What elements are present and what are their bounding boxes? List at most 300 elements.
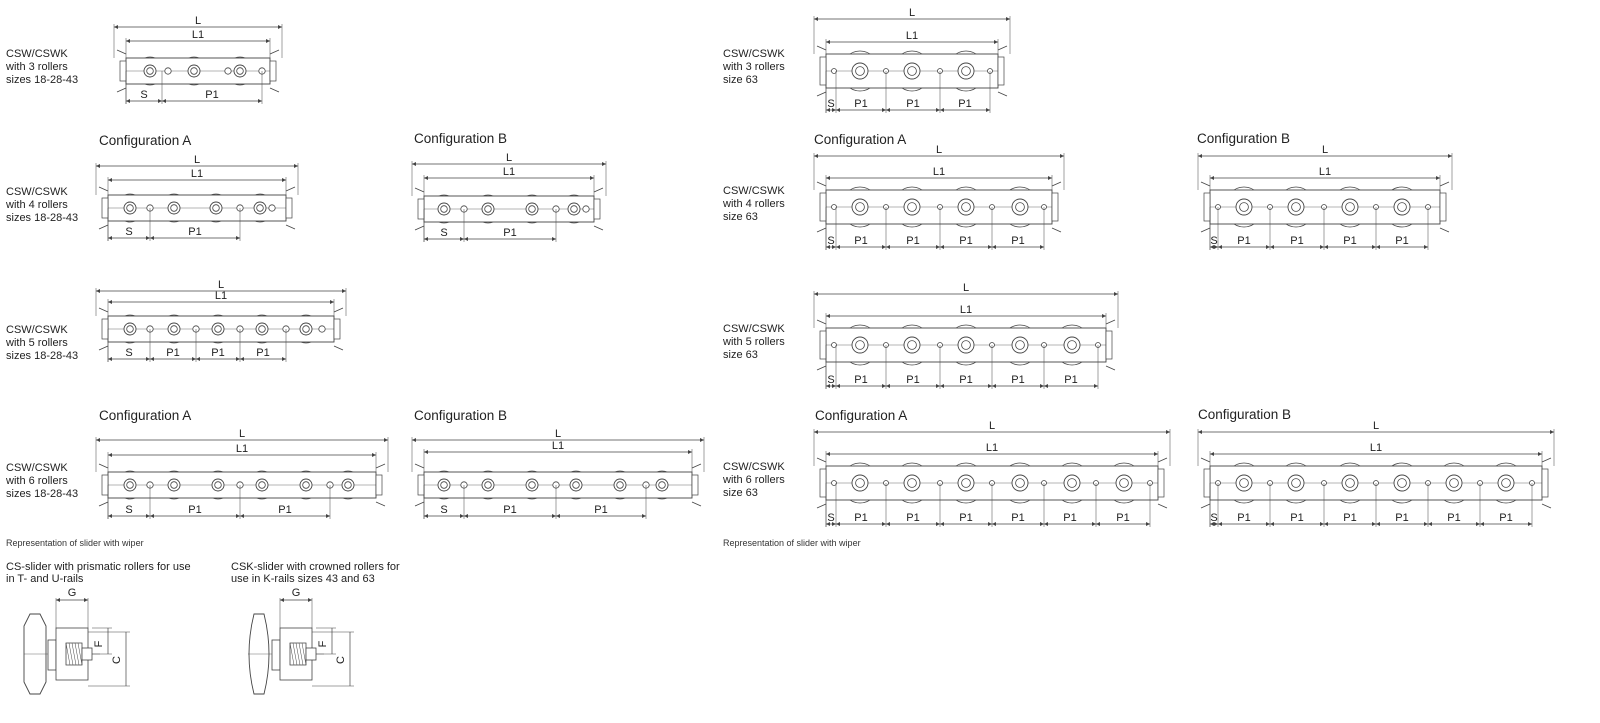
dim-L1-label: L1 <box>932 166 946 178</box>
dim-segment-arrow-l <box>150 236 154 240</box>
roller-hub-inner <box>908 67 917 76</box>
dim-L1-arrow-l <box>826 40 830 44</box>
dim-L1-arrow-l <box>108 300 112 304</box>
dim-segment-arrow-r <box>146 514 150 518</box>
slider-6a-small <box>96 428 388 519</box>
dim-L-arrow-l <box>412 162 416 166</box>
dim-segment-arrow-r <box>258 99 262 103</box>
dim-segment-arrow-r <box>1146 522 1150 526</box>
dim-G-label: G <box>67 587 77 599</box>
wiper-block <box>1440 193 1446 221</box>
dim-segment-arrow-r <box>882 384 886 388</box>
wiper-block <box>418 199 424 219</box>
roller-hub-inner <box>303 326 310 333</box>
pin-hole <box>225 68 231 74</box>
wiper-block <box>820 57 826 85</box>
dim-L1-arrow-r <box>1154 452 1158 456</box>
dim-segment-arrow-l <box>464 237 468 241</box>
roller-hub-inner <box>1346 203 1355 212</box>
dim-segment-arrow-l <box>1270 245 1274 249</box>
wiper-note-right: Representation of slider with wiper <box>723 538 861 548</box>
roller-hub-inner <box>1398 479 1407 488</box>
dim-P1-label: P1 <box>1011 374 1025 386</box>
dim-L1-arrow-r <box>994 40 998 44</box>
dim-L-arrow-r <box>278 25 282 29</box>
dim-P1-label: P1 <box>959 235 973 247</box>
dim-segment-arrow-r <box>1266 245 1270 249</box>
dim-S-label: S <box>440 227 448 239</box>
dim-P1-label: P1 <box>854 235 868 247</box>
dim-P1-label: P1 <box>1116 512 1130 524</box>
dim-segment-arrow-r <box>936 522 940 526</box>
hub <box>48 640 56 670</box>
dim-segment-arrow-l <box>424 514 428 518</box>
dim-segment-arrow-r <box>642 514 646 518</box>
pin-hole <box>269 205 275 211</box>
dim-L1-arrow-r <box>330 300 334 304</box>
label-3-rollers-small: CSW/CSWK with 3 rollers sizes 18-28-43 <box>6 48 79 86</box>
roller-hub-inner <box>856 479 865 488</box>
dim-P1-label: P1 <box>1290 512 1304 524</box>
roller-hub-inner <box>257 205 264 212</box>
dim-segment-arrow-l <box>836 384 840 388</box>
dim-segment-arrow-l <box>1324 522 1328 526</box>
roller-hub-inner <box>215 482 222 489</box>
dim-segment-arrow-l <box>836 522 840 526</box>
roller-hub-inner <box>1120 479 1129 488</box>
dim-P1-label: P1 <box>503 227 517 239</box>
dim-segment-arrow-l <box>886 108 890 112</box>
dim-segment-arrow-r <box>552 237 556 241</box>
dim-G-arrow-l <box>56 598 60 602</box>
roller-hub-inner <box>908 479 917 488</box>
dim-S-label: S <box>827 512 835 524</box>
dim-segment-arrow-r <box>1040 245 1044 249</box>
slider-4b-small <box>412 152 606 242</box>
config-b-title-4-small: Configuration B <box>414 131 508 146</box>
dim-P1-label: P1 <box>1343 235 1357 247</box>
roller-hub-inner <box>171 482 178 489</box>
dim-L-label: L <box>935 144 943 156</box>
dim-segment-arrow-r <box>146 357 150 361</box>
dim-segment-arrow-l <box>150 514 154 518</box>
dim-segment-arrow-l <box>886 384 890 388</box>
dim-L1-arrow-r <box>1102 314 1106 318</box>
dim-P1-label: P1 <box>854 512 868 524</box>
pin-hole <box>165 68 171 74</box>
dim-segment-arrow-r <box>1092 522 1096 526</box>
wiper-block <box>102 319 108 339</box>
wiper-block <box>286 198 292 218</box>
wiper-block <box>1106 331 1112 359</box>
slider-4a-63 <box>814 144 1064 250</box>
pin-hole <box>583 206 589 212</box>
pin-hole <box>319 326 325 332</box>
wiper-block <box>998 57 1004 85</box>
csk-slider-section <box>248 587 354 694</box>
dim-L-arrow-l <box>114 25 118 29</box>
dim-segment-arrow-l <box>1218 522 1222 526</box>
roller-hub-inner <box>856 203 865 212</box>
dim-segment-arrow-r <box>936 108 940 112</box>
roller-hub-inner <box>962 479 971 488</box>
dim-segment-arrow-r <box>146 236 150 240</box>
wiper-block <box>102 475 108 495</box>
roller-hub-inner <box>127 326 134 333</box>
wiper-block <box>692 475 698 495</box>
dim-segment-arrow-r <box>1320 522 1324 526</box>
dim-P1-label: P1 <box>958 98 972 110</box>
dim-P1-label: P1 <box>1011 235 1025 247</box>
roller-hub-inner <box>1068 341 1077 350</box>
roller-hub-inner <box>1292 203 1301 212</box>
dim-P1-label: P1 <box>1395 512 1409 524</box>
roller-hub-inner <box>1016 341 1025 350</box>
dim-segment-arrow-r <box>326 514 330 518</box>
slider-6b-small <box>412 428 704 519</box>
dim-L-label: L <box>908 7 916 19</box>
dim-L1-label: L1 <box>985 442 999 454</box>
nut-end <box>306 648 316 660</box>
roller-hub-inner <box>856 341 865 350</box>
dim-L-label: L <box>217 279 225 291</box>
dim-L-arrow-l <box>412 438 416 442</box>
dim-L1-arrow-l <box>126 39 130 43</box>
wiper-block <box>102 198 108 218</box>
dim-segment-arrow-l <box>196 357 200 361</box>
dim-L-arrow-l <box>814 17 818 21</box>
dim-P1-label: P1 <box>188 226 202 238</box>
roller-hub-inner <box>908 341 917 350</box>
dim-segment-arrow-r <box>986 108 990 112</box>
dim-segment-arrow-r <box>192 357 196 361</box>
dim-segment-arrow-r <box>882 108 886 112</box>
dim-segment-arrow-r <box>1266 522 1270 526</box>
slider-3-63 <box>814 7 1010 113</box>
dim-segment-arrow-l <box>150 357 154 361</box>
roller-hub-inner <box>908 203 917 212</box>
dim-segment-arrow-l <box>108 514 112 518</box>
roller-hub-inner <box>1016 203 1025 212</box>
label-4-rollers-small: CSW/CSWK with 4 rollers sizes 18-28-43 <box>6 186 79 224</box>
roller-hub-inner <box>1450 479 1459 488</box>
dim-P1-label: P1 <box>278 504 292 516</box>
dim-segment-arrow-r <box>158 99 162 103</box>
roller-hub-inner <box>441 206 448 213</box>
wiper-block <box>1204 193 1210 221</box>
wiper-block <box>376 475 382 495</box>
roller-hub-inner <box>529 206 536 213</box>
dim-L-arrow-l <box>96 289 100 293</box>
dim-L1-label: L1 <box>1318 166 1332 178</box>
wiper-block <box>1542 469 1548 497</box>
dim-L1-arrow-l <box>108 178 112 182</box>
dim-segment-arrow-l <box>240 514 244 518</box>
dim-L-label: L <box>1372 420 1380 432</box>
dim-segment-arrow-r <box>460 237 464 241</box>
dim-L1-label: L1 <box>214 290 228 302</box>
dim-P1-label: P1 <box>1499 512 1513 524</box>
dim-L-arrow-r <box>1060 154 1064 158</box>
dim-S-label: S <box>827 98 835 110</box>
dim-L-arrow-r <box>1550 430 1554 434</box>
dim-segment-arrow-r <box>1476 522 1480 526</box>
dim-L1-arrow-r <box>266 39 270 43</box>
dim-P1-label: P1 <box>854 374 868 386</box>
dim-P1-label: P1 <box>594 504 608 516</box>
dim-S-label: S <box>1210 235 1218 247</box>
dim-L-arrow-l <box>814 154 818 158</box>
dim-L-arrow-l <box>814 292 818 296</box>
dim-segment-arrow-l <box>162 99 166 103</box>
dim-segment-arrow-l <box>108 357 112 361</box>
dim-segment-arrow-r <box>882 522 886 526</box>
roller-hub-inner <box>1398 203 1407 212</box>
dim-L-arrow-l <box>96 438 100 442</box>
dim-segment-arrow-l <box>836 245 840 249</box>
cs-slider-title: CS-slider with prismatic rollers for use in T- and U-rails <box>6 561 191 585</box>
wiper-block <box>1158 469 1164 497</box>
roller-hub-inner <box>1240 203 1249 212</box>
dim-L1-label: L1 <box>959 304 973 316</box>
dim-segment-arrow-l <box>1376 522 1380 526</box>
dim-L-label: L <box>554 428 562 440</box>
dim-L-arrow-r <box>294 164 298 168</box>
roller-hub-inner <box>127 482 134 489</box>
dim-segment-arrow-l <box>886 522 890 526</box>
config-b-title-4-63: Configuration B <box>1197 131 1291 146</box>
roller-hub-inner <box>213 205 220 212</box>
dim-segment-arrow-l <box>992 522 996 526</box>
dim-segment-arrow-r <box>552 514 556 518</box>
label-3-rollers-63: CSW/CSWK with 3 rollers size 63 <box>723 48 785 86</box>
roller-hub-inner <box>962 341 971 350</box>
roller-hub-inner <box>215 326 222 333</box>
slider-5-small <box>96 279 346 362</box>
roller-hub-inner <box>856 67 865 76</box>
dim-L-arrow-r <box>384 438 388 442</box>
dim-P1-label: P1 <box>1064 374 1078 386</box>
roller-hub-inner <box>659 482 666 489</box>
wiper-block <box>820 469 826 497</box>
dim-segment-arrow-r <box>1094 384 1098 388</box>
dim-C-label: C <box>111 656 123 664</box>
dim-L-label: L <box>194 15 202 27</box>
dim-L1-arrow-r <box>282 178 286 182</box>
dim-segment-arrow-l <box>1428 522 1432 526</box>
config-b-title-6-63: Configuration B <box>1198 407 1292 422</box>
dim-L-label: L <box>193 154 201 166</box>
roller-hub-inner <box>1016 479 1025 488</box>
dim-P1-label: P1 <box>906 235 920 247</box>
dim-segment-arrow-r <box>1528 522 1532 526</box>
wiper-block <box>334 319 340 339</box>
dim-P1-label: P1 <box>211 347 225 359</box>
roller-hub-inner <box>529 482 536 489</box>
dim-L-arrow-l <box>814 430 818 434</box>
dim-G-label: G <box>291 587 301 599</box>
dim-segment-arrow-l <box>836 108 840 112</box>
roller-hub-inner <box>1346 479 1355 488</box>
label-6-rollers-small: CSW/CSWK with 6 rollers sizes 18-28-43 <box>6 462 79 500</box>
dim-segment-arrow-r <box>988 245 992 249</box>
dim-L1-arrow-l <box>826 314 830 318</box>
dim-segment-arrow-r <box>460 514 464 518</box>
dim-L1-arrow-l <box>424 450 428 454</box>
wiper-block <box>1204 469 1210 497</box>
dim-segment-arrow-l <box>1218 245 1222 249</box>
csk-slider-title: CSK-slider with crowned rollers for use in K-rails sizes 43 and 63 <box>231 561 400 585</box>
config-a-title-4-small: Configuration A <box>99 133 192 148</box>
slider-4a-small <box>96 154 298 241</box>
roller-hub-inner <box>962 67 971 76</box>
dim-segment-arrow-r <box>882 245 886 249</box>
dim-P1-label: P1 <box>959 512 973 524</box>
slider-6a-63 <box>814 420 1170 527</box>
dim-L-arrow-r <box>1114 292 1118 296</box>
roller-hub-inner <box>147 68 154 75</box>
wiper-block <box>820 193 826 221</box>
dim-segment-arrow-l <box>940 384 944 388</box>
dim-S-label: S <box>140 89 148 101</box>
roller-hub-inner <box>171 205 178 212</box>
dim-L-label: L <box>962 282 970 294</box>
dim-L1-arrow-l <box>1210 452 1214 456</box>
dim-segment-arrow-r <box>236 514 240 518</box>
dim-L1-arrow-l <box>424 176 428 180</box>
dim-segment-arrow-r <box>1040 384 1044 388</box>
roller-hub-inner <box>259 482 266 489</box>
dim-segment-arrow-r <box>1040 522 1044 526</box>
dim-S-label: S <box>440 504 448 516</box>
label-5-rollers-63: CSW/CSWK with 5 rollers size 63 <box>723 323 785 361</box>
dim-P1-label: P1 <box>959 374 973 386</box>
dim-G-arrow-l <box>280 598 284 602</box>
dim-segment-arrow-l <box>886 245 890 249</box>
dim-L-label: L <box>1321 144 1329 156</box>
dim-C-label: C <box>335 656 347 664</box>
dim-F-label: F <box>93 640 105 648</box>
dim-segment-arrow-r <box>236 357 240 361</box>
roller-hub-inner <box>962 203 971 212</box>
roller-hub-inner <box>485 482 492 489</box>
roller-hub-inner <box>127 205 134 212</box>
dim-L-label: L <box>988 420 996 432</box>
dim-P1-label: P1 <box>906 512 920 524</box>
dim-L-arrow-r <box>1448 154 1452 158</box>
dim-segment-arrow-r <box>988 522 992 526</box>
dim-L-arrow-l <box>96 164 100 168</box>
dim-segment-arrow-r <box>936 245 940 249</box>
roller-hub-inner <box>485 206 492 213</box>
wiper-block <box>270 61 276 81</box>
roller-hub-inner <box>345 482 352 489</box>
dim-P1-label: P1 <box>1447 512 1461 524</box>
dim-L1-arrow-l <box>1210 176 1214 180</box>
dim-L1-arrow-l <box>826 452 830 456</box>
dim-L1-label: L1 <box>905 30 919 42</box>
nut-end <box>82 648 92 660</box>
roller-hub-inner <box>237 68 244 75</box>
roller-hub-inner <box>617 482 624 489</box>
dim-G-arrow-r <box>308 598 312 602</box>
dim-segment-arrow-l <box>1044 384 1048 388</box>
dim-segment-arrow-l <box>992 384 996 388</box>
dim-L1-label: L1 <box>190 168 204 180</box>
dim-S-label: S <box>1210 512 1218 524</box>
roller-hub-inner <box>441 482 448 489</box>
dim-L1-arrow-r <box>688 450 692 454</box>
dim-segment-arrow-r <box>236 236 240 240</box>
dim-S-label: S <box>125 504 133 516</box>
dim-L-arrow-l <box>1198 430 1202 434</box>
dim-L-arrow-l <box>1198 154 1202 158</box>
dim-L1-arrow-l <box>826 176 830 180</box>
label-4-rollers-63: CSW/CSWK with 4 rollers size 63 <box>723 185 785 223</box>
dim-S-label: S <box>827 235 835 247</box>
dim-L1-label: L1 <box>551 440 565 452</box>
dim-segment-arrow-l <box>1324 245 1328 249</box>
dim-P1-label: P1 <box>256 347 270 359</box>
dim-P1-label: P1 <box>188 504 202 516</box>
dim-P1-label: P1 <box>1237 235 1251 247</box>
roller-hub-inner <box>191 68 198 75</box>
roller-hub-inner <box>1292 479 1301 488</box>
dim-P1-label: P1 <box>503 504 517 516</box>
dim-segment-arrow-l <box>464 514 468 518</box>
dim-L1-label: L1 <box>1369 442 1383 454</box>
slider-3-small <box>114 15 282 104</box>
wiper-block <box>594 199 600 219</box>
dim-segment-arrow-l <box>1044 522 1048 526</box>
dim-segment-arrow-r <box>1372 522 1376 526</box>
slider-5-63 <box>814 282 1118 389</box>
dim-segment-arrow-r <box>988 384 992 388</box>
cs-slider-section <box>24 587 130 694</box>
dim-P1-label: P1 <box>1395 235 1409 247</box>
roller-hub-inner <box>171 326 178 333</box>
dim-segment-arrow-r <box>1320 245 1324 249</box>
dim-segment-arrow-l <box>992 245 996 249</box>
roller-hub-inner <box>303 482 310 489</box>
wiper-block <box>1052 193 1058 221</box>
slider-4b-63 <box>1198 144 1452 250</box>
dim-P1-label: P1 <box>166 347 180 359</box>
dim-P1-label: P1 <box>1011 512 1025 524</box>
dim-L-arrow-r <box>1006 17 1010 21</box>
roller-hub-inner <box>1240 479 1249 488</box>
dim-L-arrow-r <box>700 438 704 442</box>
dim-segment-arrow-l <box>240 357 244 361</box>
dim-L1-arrow-r <box>1048 176 1052 180</box>
config-a-title-6-small: Configuration A <box>99 408 192 423</box>
dim-segment-arrow-l <box>1376 245 1380 249</box>
label-6-rollers-63: CSW/CSWK with 6 rollers size 63 <box>723 461 785 499</box>
dim-P1-label: P1 <box>906 98 920 110</box>
roller-hub-inner <box>259 326 266 333</box>
dim-segment-arrow-l <box>940 522 944 526</box>
dim-F-label: F <box>317 640 329 648</box>
dim-segment-arrow-r <box>282 357 286 361</box>
dim-S-label: S <box>827 374 835 386</box>
dim-segment-arrow-r <box>1424 245 1428 249</box>
dim-segment-arrow-l <box>1096 522 1100 526</box>
dim-segment-arrow-l <box>108 236 112 240</box>
dim-segment-arrow-l <box>940 245 944 249</box>
dim-P1-label: P1 <box>1237 512 1251 524</box>
dim-L-arrow-r <box>342 289 346 293</box>
dim-segment-arrow-r <box>1424 522 1428 526</box>
